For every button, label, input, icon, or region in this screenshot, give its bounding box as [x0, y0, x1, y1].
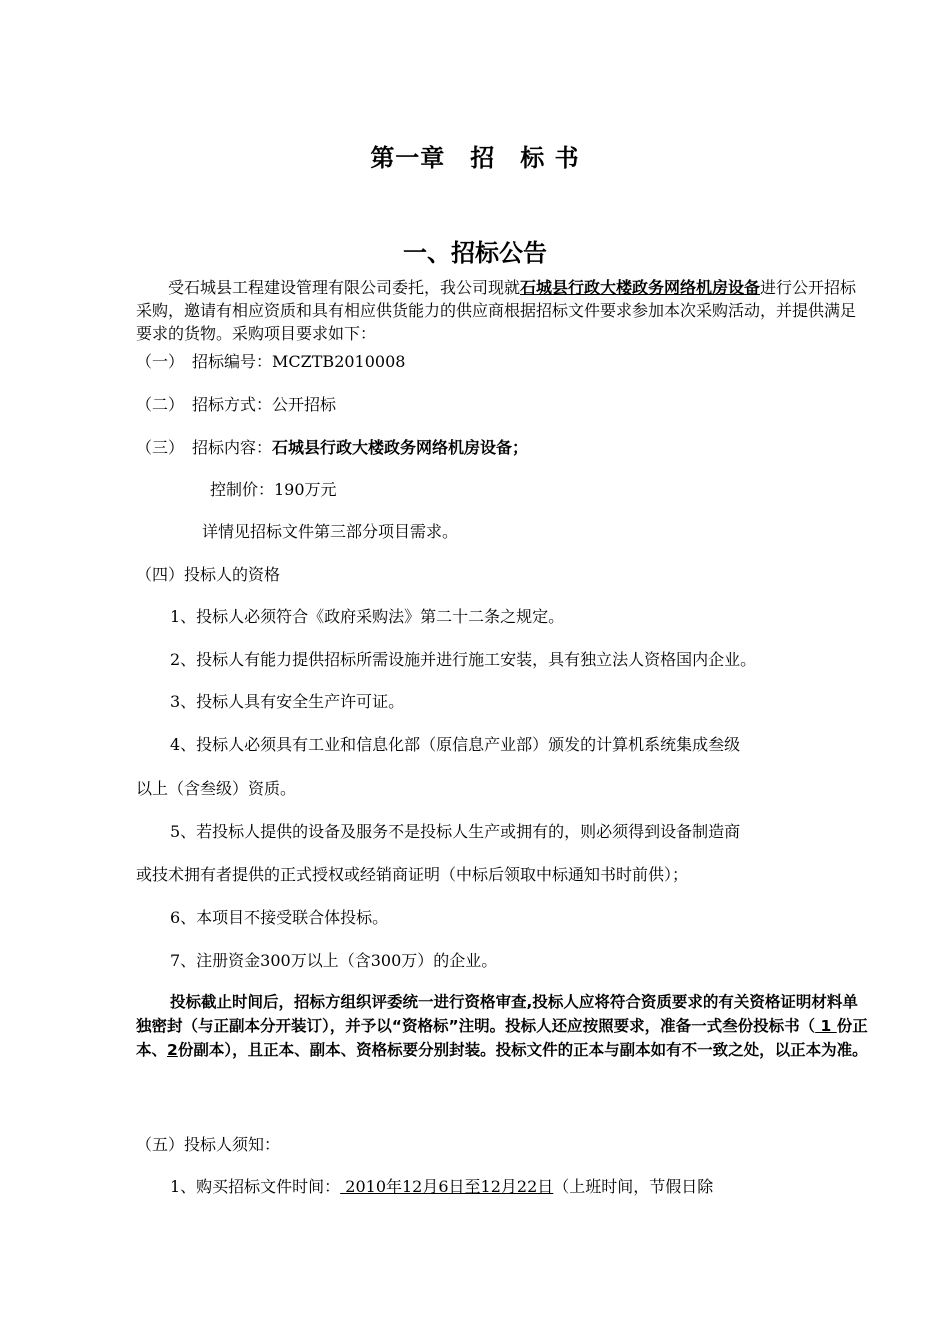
item-tender-no-value: MCZTB2010008: [272, 352, 406, 371]
intro-paragraph: [136, 276, 868, 345]
bold-notice-part3: 份副本），且正本、副本、资格标要分别封装。投标文件的正本与副本如有不一致之处，以正本为准。: [177, 1041, 868, 1059]
item-tender-no-label: （一） 招标编号：: [136, 352, 273, 371]
qualification-5a: 5、若投标人提供的设备及服务不是投标人生产或拥有的，则必须得到设备制造商: [170, 822, 741, 841]
copies-count: 2: [167, 1041, 178, 1059]
intro-suffix: 进行公开招标采购，邀请有相应资质和具有相应供货能力的供应商根据招标文件要求参加本次采购活动，并提供满足要求的货物。采购项目要求如下：: [136, 278, 857, 343]
purchase-dates: 2010年12月6日至12月22日: [340, 1177, 554, 1196]
notice-1: [170, 1176, 713, 1198]
item-method: [136, 394, 336, 416]
intro-prefix: 受石城县工程建设管理有限公司委托，我公司现就: [168, 278, 521, 297]
bold-notice: [136, 990, 868, 1062]
qualification-3: 3、投标人具有安全生产许可证。: [170, 692, 405, 711]
qualification-6: 6、本项目不接受联合体投标。: [170, 908, 389, 927]
notice-1-prefix: 1、购买招标文件时间：: [170, 1177, 341, 1196]
item-method-label: （二） 招标方式：: [136, 395, 273, 414]
qualification-4a: 4、投标人必须具有工业和信息化部（原信息产业部）颁发的计算机系统集成叁级: [170, 735, 741, 754]
item-content: [136, 437, 528, 459]
section-title: 一、招标公告: [403, 238, 547, 267]
originals-count: 1: [815, 1017, 837, 1035]
qualification-5b: 或技术拥有者提供的正式授权或经销商证明（中标后领取中标通知书时前供）；: [136, 865, 689, 884]
detail-reference: 详情见招标文件第三部分项目需求。: [202, 522, 459, 541]
notice-heading: （五）投标人须知：: [136, 1135, 281, 1154]
bold-notice-part2: 份正本、: [136, 1017, 868, 1059]
control-price: 控制价：190万元: [210, 480, 337, 499]
qualification-4b: 以上（含叁级）资质。: [136, 779, 297, 798]
item-tender-no: [136, 351, 405, 373]
project-name: 石城县行政大楼政务网络机房设备: [520, 278, 761, 297]
item-content-label: （三） 招标内容：: [136, 438, 273, 457]
qualification-2: 2、投标人有能力提供招标所需设施并进行施工安装，具有独立法人资格国内企业。: [170, 650, 757, 669]
chapter-title: 第一章 招 标 书: [370, 143, 580, 172]
notice-1-suffix: （上班时间，节假日除: [553, 1177, 714, 1196]
qualification-heading: （四）投标人的资格: [136, 565, 281, 584]
bold-notice-part1: 投标截止时间后，招标方组织评委统一进行资格审查,投标人应将符合资质要求的有关资格证明材料单独密封（与正副本分开装订），并予以“资格标”注明。投标人还应按照要求，准备一式叁份投标书（: [136, 993, 858, 1035]
item-method-value: 公开招标: [272, 395, 337, 414]
qualification-7: 7、注册资金300万以上（含300万）的企业。: [170, 951, 498, 970]
item-content-value: 石城县行政大楼政务网络机房设备；: [272, 438, 529, 457]
qualification-1: 1、投标人必须符合《政府采购法》第二十二条之规定。: [170, 607, 565, 626]
